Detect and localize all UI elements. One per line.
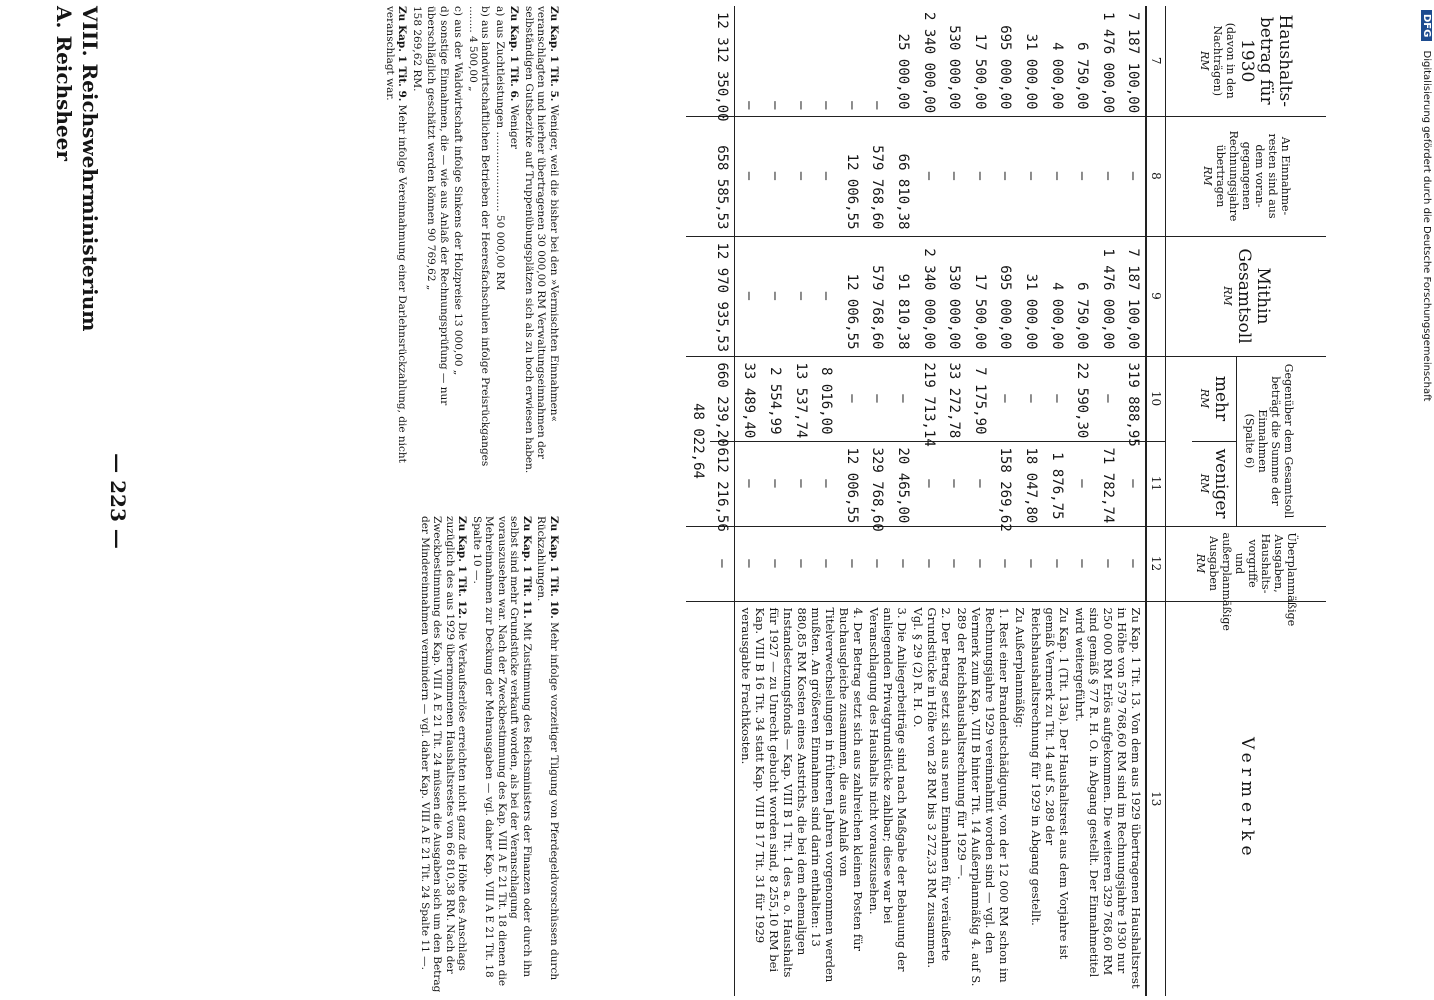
cell-c8: —: [735, 116, 761, 236]
cell-c9: —: [735, 236, 761, 356]
footnote: [523, 6, 561, 486]
footnote: [467, 6, 492, 486]
cell-c8: 12 006,55: [838, 116, 864, 236]
footnote-key: Zu Kap. 1 Tit. 10.: [548, 516, 560, 619]
cell-c10: —: [889, 356, 915, 441]
cell-c9: 530 000,00: [941, 236, 967, 356]
cell-c11: —: [1069, 441, 1095, 526]
cell-c7: 4 000,00: [1048, 42, 1065, 110]
remark-item: 4. Der Betrag setzt sich aus zahlreichen kleinen Posten für Buchausgleiche zusammen, die aus Anlaß von Titelverwechselungen in früheren Jahren vorgenommen werden mußten. An größeren Einnahmen sind darin enthalten: 13 880,85 RM Kosten eines Anstrichs, die bei dem ehemaligen Instandsetzungsfonds — Kap. VIII B 1 Tit. 1 des a. o. Haushalts für 1927 — zu Unrecht gebucht worden sind, 8 255,10 RM bei Kap. VIII B 16 Tit. 34 statt Kap. VIII B 17 Tit. 31 für 1929 verausgabte Frachtkosten.: [739, 607, 866, 983]
footnotes: [382, 6, 561, 996]
footnote: [508, 6, 521, 486]
cell-c9: 579 768,60: [864, 236, 890, 356]
cell-c7: 25 000,00: [894, 33, 911, 110]
cell-c9: 12 006,55: [838, 236, 864, 356]
cell-c12: —: [1094, 526, 1120, 601]
cell-c8: —: [992, 116, 1018, 236]
total-c11: 612 216,56: [711, 441, 736, 526]
cell-c9: 7 187 100,00: [1120, 236, 1147, 356]
cell-c12: —: [889, 526, 915, 601]
cell-c8: —: [1094, 116, 1120, 236]
cell-c12: —: [787, 526, 813, 601]
cell-c11: 158 269,62: [992, 441, 1018, 526]
col12-header: Überplanmäßige Ausgaben, Haushalts-vorgriffe und außerplanmäßige Ausgaben RM: [1166, 526, 1326, 601]
cell-c12: —: [1043, 526, 1069, 601]
cell-c8: —: [915, 116, 941, 236]
cell-c7: 7 187 100,00: [1125, 12, 1142, 114]
cell-c11: 1 876,75: [1043, 441, 1069, 526]
remark-item: 3. Die Anliegerbeiträge sind nach Maßgabe der Bebauung der anliegenden Privatgrundstücke zahlbar; diese war bei Veranschlagung des Haushalts nicht vorauszusehen.: [867, 607, 910, 972]
remark-item: 2. Der Betrag setzt sich aus neun Einnahmen für veräußerte Grundstücke in Höhe von 28 RM bis 3 272,33 RM zusammen. Vgl. § 29 (2) R. H. O.: [911, 607, 954, 969]
cell-c10: 22 590,30: [1069, 356, 1095, 441]
net-row: [687, 6, 711, 996]
cell-c9: 2 340 000,00: [915, 236, 941, 356]
cell-c11: —: [966, 441, 992, 526]
col-number: 9: [1147, 236, 1167, 356]
remark-item: 1. Rest einer Brandentschädigung, von der 12 000 RM schon im Rechnungsjahre 1929 vereinnahmt worden sind — vgl. den Vermerk zum Kap. VIII B hinter Tit. 14 Außerplanmäßig 4. auf S. 289 der Reichshaushaltsrechnung für 1929 —.: [955, 607, 1012, 987]
footnotes-left: [382, 6, 561, 486]
col9-header: Mithin Gesamtsoll RM: [1166, 236, 1326, 356]
table-body: [687, 6, 1147, 996]
cell-c9: 4 000,00: [1043, 236, 1069, 356]
cell-c8: 66 810,38: [889, 116, 915, 236]
rotated-page: [20, 6, 1420, 996]
footnote: [411, 6, 424, 486]
cell-c10: 33 272,78: [941, 356, 967, 441]
cell-c12: —: [735, 526, 761, 601]
footnote-key: Zu Kap. 1 Tit. 5.: [548, 6, 560, 102]
remark-item: Zu Kap. 1 Tit. 13. Von dem aus 1929 übertragenen Haushaltsrest in Höhe von 579 768,60 RM sind im Rechnungsjahre 1930 nur 250 000 RM Erlös aufgekommen. Die weiteren 329 768,60 RM sind gemäß § 77 R. H. O. in Abgang gestellt. Der Einnahmetitel wird weitergeführt.: [1073, 607, 1144, 989]
cell-c8: —: [813, 116, 839, 236]
cell-c12: —: [992, 526, 1018, 601]
revenue-table: [687, 6, 1327, 996]
col8-header: An Einnahme-resten sind aus dem voran-gegangenen Rechnungsjahre übertragen RM: [1166, 116, 1326, 236]
footnote-text: Weniger, weil die bisher bei den »Vermischten Einnahmen« veranschlagten und hierher übertragenen 30 000,00 RM Verwaltungseinnahmen der selbständigen Gutsbezirke auf Truppenübungsplätzen sich als zu hoch erwiesen haben.: [523, 6, 560, 474]
cell-c9: 6 750,00: [1069, 236, 1095, 356]
col-number: 7: [1147, 6, 1167, 116]
col-number: 13: [1147, 601, 1167, 996]
cell-c11: 12 006,55: [838, 441, 864, 526]
col-number: 11: [1147, 441, 1167, 526]
page-number: — 223 —: [106, 453, 130, 549]
remarks-cell: [735, 601, 1147, 996]
cell-c7: 31 000,00: [1023, 33, 1039, 110]
cell-c11: 71 782,74: [1094, 441, 1120, 526]
cell-c12: —: [838, 526, 864, 601]
cell-c8: 579 768,60: [864, 116, 890, 236]
cell-c9: 695 000,00: [992, 236, 1018, 356]
footnote-text: d) sonstige Einnahmen, die — wie aus Anlaß der Rechnungsprüfung — nur überschläglich geschätzt werden können 90 769,62 „: [425, 6, 450, 406]
cell-c8: —: [941, 116, 967, 236]
footnote-text: a) aus Zuchtleistungen ........................ 50 000,00 RM: [494, 6, 506, 291]
cell-c11: 20 465,00: [889, 441, 915, 526]
cell-c12: —: [1120, 526, 1147, 601]
cell-c9: —: [813, 236, 839, 356]
remark-item: Zu Außerplanmäßig:: [1013, 607, 1028, 728]
col13-header: Vermerke: [1166, 601, 1326, 996]
cell-c12: —: [761, 526, 787, 601]
cell-c10: —: [1017, 356, 1043, 441]
total-c8: 658 585,53: [711, 116, 736, 236]
total-c7: 12 312 350,00: [711, 6, 736, 116]
cell-c12: —: [1069, 526, 1095, 601]
cell-c9: 1 476 000,00: [1094, 236, 1120, 356]
cell-c9: —: [761, 236, 787, 356]
cell-c7: —: [818, 101, 835, 110]
cell-c7: 695 000,00: [997, 25, 1014, 110]
footnote-text: Die Verkaufserlöse erreichten nicht ganz die Höhe des Anschlags zuzüglich des aus 1929 übernommenen Haushaltsrestes von 66 810,38 RM. Nach der Zweckbestimmung des Kap. VIII A E 21 Tit. 24 müssen die Ausgaben sich um den Betrag der Mindereinnahmen vermindern — vgl. daher Kap. VIII A E 21 Tit. 24 Spalte 11 —.: [419, 516, 469, 993]
section-header: [52, 6, 102, 996]
cell-c7: —: [741, 101, 758, 110]
remark-item: Zu Kap. 1 (Tit. 13a). Der Haushaltsrest aus dem Vorjahre ist gemäß Vermerk zu Tit. 14 auf S. 289 der Reichshaushaltsrechnung für 1929 in Abgang gestellt.: [1029, 607, 1072, 960]
cell-c9: 91 810,38: [889, 236, 915, 356]
cell-c8: —: [1120, 116, 1147, 236]
cell-c7: 530 000,00: [946, 25, 963, 110]
cell-c10: —: [1094, 356, 1120, 441]
cell-c10: 219 713,14: [915, 356, 941, 441]
totals-blank: [711, 601, 736, 996]
cell-c8: —: [761, 116, 787, 236]
cell-c11: —: [735, 441, 761, 526]
total-c9: 12 970 935,53: [711, 236, 736, 356]
cell-c11: 18 047,80: [1017, 441, 1043, 526]
footnote-key: Zu Kap. 1 Tit. 12.: [456, 516, 469, 619]
footnote-text: b) aus landwirtschaftlichen Betrieben der Heeresfachschulen infolge Preisrückganges ........ 4 500,00 „: [467, 6, 492, 467]
cell-c12: —: [941, 526, 967, 601]
footnote-text: Weniger: [508, 104, 521, 150]
cell-c9: 31 000,00: [1017, 236, 1043, 356]
cell-c8: —: [1069, 116, 1095, 236]
cell-c12: —: [1017, 526, 1043, 601]
cell-c11: —: [1120, 441, 1147, 526]
cell-c11: —: [787, 441, 813, 526]
footnote: [452, 6, 465, 486]
cell-c11: —: [915, 441, 941, 526]
col7-header: Haushalts-betrag für 1930 (davon in den Nachträgen) RM: [1166, 6, 1326, 116]
cell-c11: —: [941, 441, 967, 526]
cell-c7: 17 500,00: [971, 33, 988, 110]
difference-header: Gegenüber dem Gesamtsoll beträgt die Summe der Einnahmen (Spalte 6) mehr RM weniger RM: [1166, 356, 1326, 526]
footnote: [384, 6, 409, 486]
cell-c8: —: [1043, 116, 1069, 236]
footnote-text: Mit Zustimmung des Reichsministers der Finanzen oder durch ihn selbst sind mehr Grundstücke verkauft worden, als bei der Veranschlagung vorauszusehen war. Nach der Zweckbestimmung des Kap. VIII A E 21 Tit. 18 dienen die Mehreinnahmen zur Deckung der Mehrausgaben — vgl. daher Kap. VIII A E 21 Tit. 18 Spalte 10 —.: [471, 516, 533, 987]
col-number: 12: [1147, 526, 1167, 601]
table-row: [1120, 6, 1147, 996]
col-number: 8: [1147, 116, 1167, 236]
total-c12: —: [711, 526, 736, 601]
subsection-title: A. Reichsheer: [52, 6, 76, 161]
cell-c10: 319 888,95: [1120, 356, 1147, 441]
col-number: 10: [1147, 356, 1167, 441]
cell-c8: —: [787, 116, 813, 236]
cell-c12: —: [864, 526, 890, 601]
footnote: [471, 516, 534, 996]
cell-c10: 33 489,40: [735, 356, 761, 441]
cell-c7: —: [792, 101, 809, 110]
cell-c7: 2 340 000,00: [920, 12, 937, 114]
footnotes-right: [382, 516, 561, 996]
cell-c12: —: [966, 526, 992, 601]
cell-c7: —: [843, 101, 860, 110]
cell-c7: 6 750,00: [1074, 42, 1091, 110]
net-blank: [687, 236, 711, 356]
footnote-text: 158 269,62 RM.: [411, 6, 423, 92]
col10-header: mehr: [1210, 375, 1231, 422]
net-blank: [687, 526, 711, 601]
cell-c7: —: [766, 101, 783, 110]
cell-c11: —: [813, 441, 839, 526]
footnote-key: Zu Kap. 1 Tit. 11.: [521, 516, 533, 619]
cell-c10: —: [864, 356, 890, 441]
section-title: VIII. Reichswehrministerium: [78, 6, 102, 332]
digitization-note: Digitalisierung gefördert durch die Deutsche Forschungsgemeinschaft: [1421, 50, 1432, 402]
net-difference: 48 022,64: [687, 356, 711, 526]
cell-c9: 17 500,00: [966, 236, 992, 356]
cell-c10: 8 016,00: [813, 356, 839, 441]
footnote-text: c) aus der Waldwirtschaft infolge Sinkens der Holzpreise 13 000,00 „: [452, 6, 465, 376]
footnote-key: Zu Kap. 1 Tit. 9.: [396, 6, 409, 102]
total-c10: 660 239,20: [711, 356, 736, 441]
net-blank: [687, 601, 711, 996]
cell-c10: 13 537,74: [787, 356, 813, 441]
cell-c10: —: [1043, 356, 1069, 441]
footnote-text: Mehr infolge vorzeitiger Tilgung von Pferdegeldvorschüssen durch Rückzahlungen.: [535, 516, 560, 981]
totals-row: [711, 6, 736, 996]
digitization-sidebar: [1412, 10, 1432, 990]
cell-c7: —: [869, 101, 886, 110]
cell-c8: —: [966, 116, 992, 236]
footnote: [494, 6, 507, 486]
dfg-logo: DFG: [1421, 10, 1432, 41]
cell-c7: 1 476 000,00: [1099, 12, 1116, 114]
footnote: [419, 516, 469, 996]
cell-c10: —: [992, 356, 1018, 441]
cell-c12: —: [813, 526, 839, 601]
cell-c11: —: [761, 441, 787, 526]
col11-header: weniger: [1210, 448, 1231, 519]
cell-c10: 2 554,99: [761, 356, 787, 441]
footnote-key: Zu Kap. 1 Tit. 6.: [508, 6, 521, 102]
footnote-text: Mehr infolge Vereinnahmung einer Darlehnsrückzahlung, die nicht veranschlagt war.: [384, 6, 409, 463]
cell-c10: 7 175,90: [966, 356, 992, 441]
net-blank: [687, 116, 711, 236]
cell-c12: —: [915, 526, 941, 601]
cell-c11: 329 768,60: [864, 441, 890, 526]
cell-c9: —: [787, 236, 813, 356]
net-blank: [687, 6, 711, 116]
cell-c10: —: [838, 356, 864, 441]
footnote: [425, 6, 450, 486]
cell-c8: —: [1017, 116, 1043, 236]
footnote: [535, 516, 560, 996]
